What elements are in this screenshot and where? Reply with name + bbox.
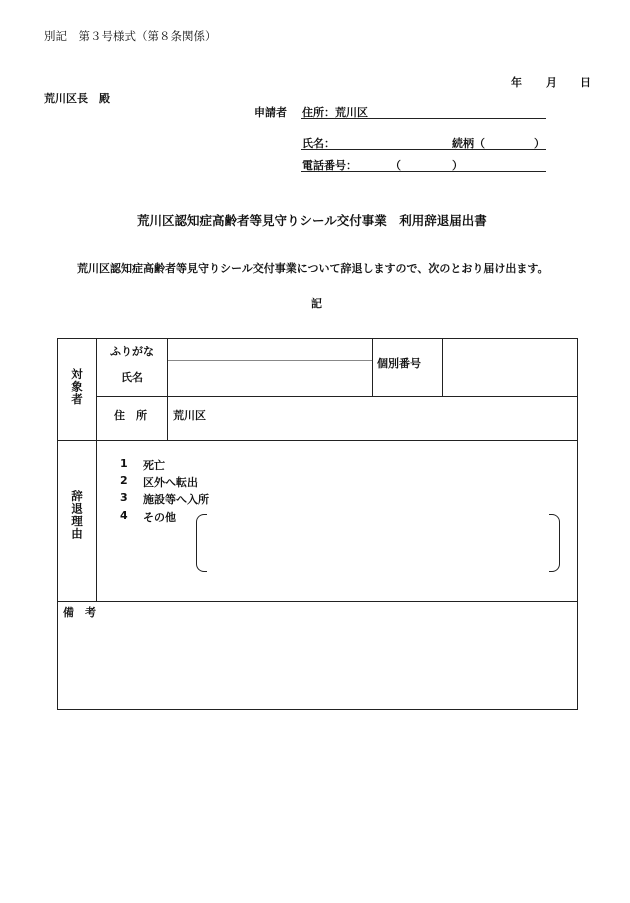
subject-header: 対象者 xyxy=(70,368,84,406)
subject-name-label: 氏名 xyxy=(121,371,143,384)
subject-address-input[interactable] xyxy=(210,397,577,438)
id-label-left-divider xyxy=(372,339,373,396)
applicant-relation-label: 続柄（ xyxy=(452,137,485,150)
applicant-address-line[interactable] xyxy=(301,118,546,119)
reason-1-text[interactable]: 死亡 xyxy=(143,459,165,472)
date-day-label: 日 xyxy=(580,76,591,89)
applicant-phone-label: 電話番号： xyxy=(302,159,357,172)
subject-reason-divider xyxy=(58,440,578,441)
reason-4-number: 4 xyxy=(120,509,128,522)
addressee: 荒川区長 殿 xyxy=(44,92,110,105)
reason-header: 辞退理由 xyxy=(70,490,84,540)
applicant-phone-line[interactable] xyxy=(301,171,546,172)
applicant-phone-open: （ xyxy=(390,159,401,172)
furigana-input[interactable] xyxy=(167,340,371,360)
document-title: 荒川区認知症高齢者等見守りシール交付事業 利用辞退届出書 xyxy=(137,213,487,228)
other-reason-bracket-right xyxy=(549,514,560,572)
reason-2-text[interactable]: 区外へ転出 xyxy=(143,476,198,489)
applicant-relation-close: ） xyxy=(534,137,545,150)
applicant-phone-close: ） xyxy=(452,159,463,172)
subject-address-label: 住 所 xyxy=(114,409,147,422)
individual-number-input[interactable] xyxy=(442,340,577,395)
applicant-name-line[interactable] xyxy=(301,149,546,150)
intro-text: 荒川区認知症高齢者等見守りシール交付事業について辞退しますので、次のとおり届け出ます。 xyxy=(77,262,549,275)
remarks-label: 備 考 xyxy=(63,606,96,619)
subject-address-value: 荒川区 xyxy=(173,409,206,422)
ki-heading: 記 xyxy=(311,297,322,310)
reason-2-number: 2 xyxy=(120,474,128,487)
furigana-label: ふりがな xyxy=(110,345,154,358)
other-reason-input[interactable] xyxy=(212,516,546,568)
applicant-address-label: 住所：荒川区 xyxy=(302,106,368,119)
form-number-label: 別記 第３号様式（第８条関係） xyxy=(44,29,217,43)
subject-name-input[interactable] xyxy=(167,360,371,395)
header-column-divider xyxy=(96,339,97,601)
remarks-input[interactable] xyxy=(60,620,575,706)
reason-4-text[interactable]: その他 xyxy=(143,511,176,524)
reason-3-text[interactable]: 施設等へ入所 xyxy=(143,493,209,506)
applicant-name-label: 氏名： xyxy=(302,137,335,150)
reason-remarks-divider xyxy=(58,601,578,602)
other-reason-bracket-left xyxy=(196,514,207,572)
reason-1-number: 1 xyxy=(120,457,128,470)
date-month-label: 月 xyxy=(546,76,557,89)
reason-3-number: 3 xyxy=(120,491,128,504)
date-year-label: 年 xyxy=(511,76,522,89)
applicant-label: 申請者 xyxy=(254,106,287,119)
individual-number-label: 個別番号 xyxy=(377,357,421,370)
